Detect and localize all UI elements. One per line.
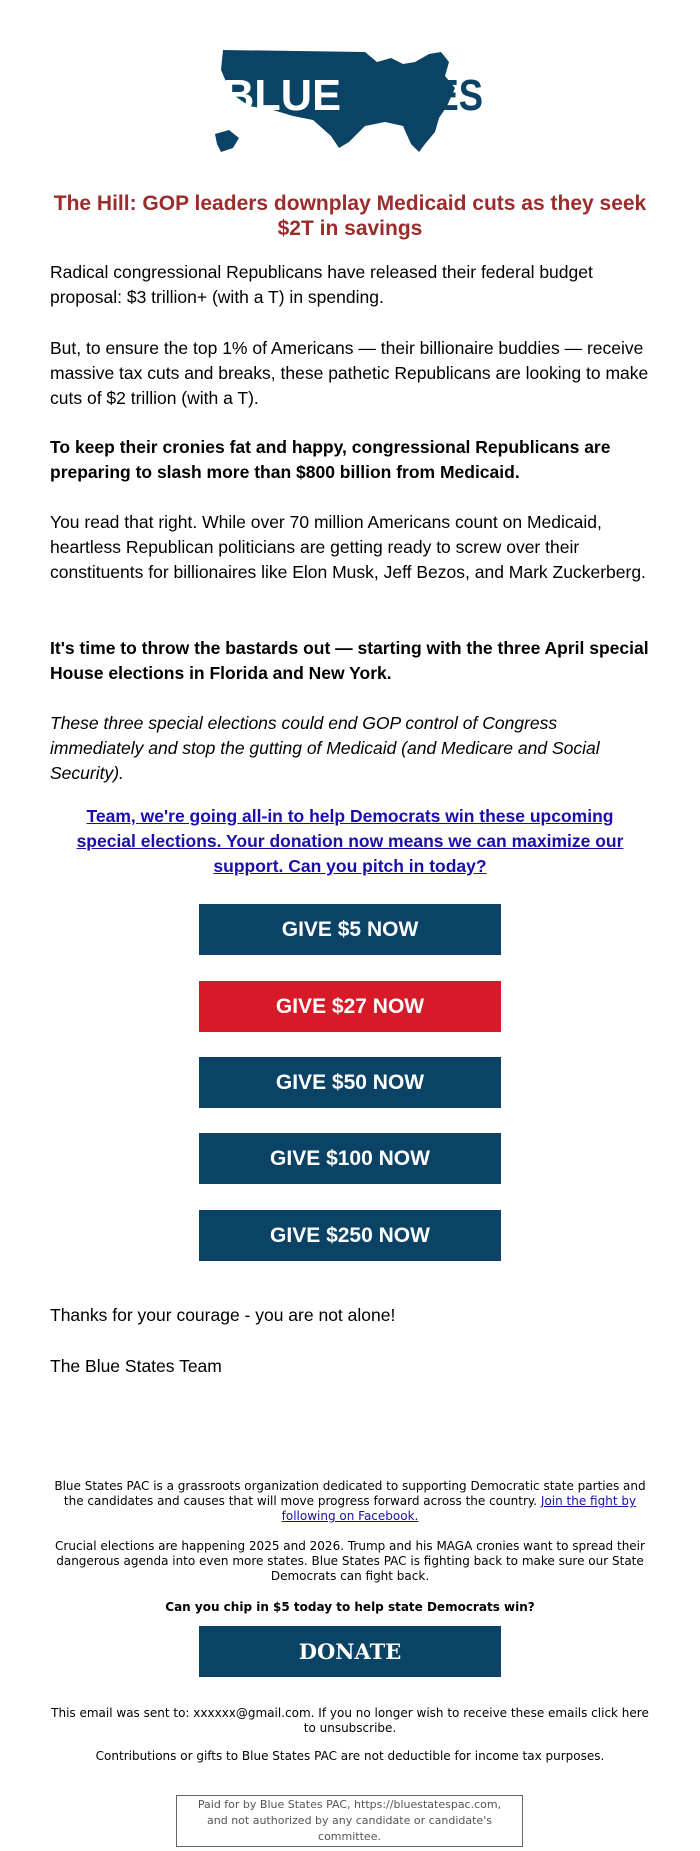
blue-states-logo bbox=[215, 48, 485, 156]
paragraph-budget: Radical congressional Republicans have released their federal budget proposal: $3 trillion+ (with a T) in spending. bbox=[50, 262, 593, 307]
paragraph-read-that-right: You read that right. While over 70 million Americans count on Medicaid, heartless Republican politicians are getting ready to screw over their constituents for billionaires like Elon Musk, Jeff Bezos, and Mark Zuckerberg. bbox=[50, 512, 646, 582]
footer-about bbox=[50, 1479, 650, 1524]
footer-chip-in: Can you chip in $5 today to help state Democrats win? bbox=[165, 1600, 535, 1614]
headline: The Hill: GOP leaders downplay Medicaid cuts as they seek $2T in savings bbox=[53, 192, 647, 240]
paragraph-special-elections: It's time to throw the bastards out — starting with the three April special House elections in Florida and New York. bbox=[50, 638, 649, 683]
give-50-button[interactable]: GIVE $50 NOW bbox=[199, 1057, 501, 1108]
footer-tax-note: Contributions or gifts to Blue States PAC are not deductible for income tax purposes. bbox=[95, 1749, 605, 1763]
footer-sent-to[interactable]: This email was sent to: xxxxxx@gmail.com. If you no longer wish to receive these emails click here to unsubscribe. bbox=[51, 1706, 649, 1735]
paragraph-tax-cuts: But, to ensure the top 1% of Americans — their billionaire buddies — receive massive tax cuts and breaks, these pathetic Republicans are looking to make cuts of $2 trillion (with a T). bbox=[50, 338, 649, 408]
svg-text:BLUE: BLUE bbox=[223, 71, 341, 120]
alaska-shape bbox=[215, 130, 239, 152]
donate-button[interactable]: DONATE bbox=[199, 1626, 501, 1677]
footer-elections: Crucial elections are happening 2025 and 2026. Trump and his MAGA cronies want to spread their dangerous agenda into even more states. Blue States PAC is fighting back to make sure our State Democrats can fight back. bbox=[55, 1539, 645, 1583]
facebook-link[interactable]: Join the fight by following on Facebook. bbox=[281, 1494, 637, 1523]
give-27-button[interactable]: GIVE $27 NOW bbox=[199, 981, 501, 1032]
give-100-button[interactable]: GIVE $100 NOW bbox=[199, 1133, 501, 1184]
footer-about-text: Blue States PAC is a grassroots organization dedicated to supporting Democratic state parties and the candidates and causes that will move progress forward across the country. bbox=[54, 1479, 646, 1508]
team-signature: The Blue States Team bbox=[50, 1356, 222, 1376]
pitch-in-link[interactable]: Team, we're going all-in to help Democrats win these upcoming special elections. Your donation now means we can maximize our support. Can you pitch in today? bbox=[76, 806, 624, 876]
paid-for-disclaimer: Paid for by Blue States PAC, https://bluestatespac.com, and not authorized by any candidate or candidate's committee. bbox=[176, 1795, 523, 1847]
give-5-button[interactable]: GIVE $5 NOW bbox=[199, 904, 501, 955]
give-250-button[interactable]: GIVE $250 NOW bbox=[199, 1210, 501, 1261]
paragraph-gop-control: These three special elections could end GOP control of Congress immediately and stop the gutting of Medicaid (and Medicare and Social Security). bbox=[50, 713, 600, 783]
thanks-message: Thanks for your courage - you are not alone! bbox=[50, 1305, 396, 1325]
svg-text:STATES: STATES bbox=[345, 71, 483, 120]
paragraph-medicaid-cut: To keep their cronies fat and happy, congressional Republicans are preparing to slash more than $800 billion from Medicaid. bbox=[50, 437, 611, 482]
